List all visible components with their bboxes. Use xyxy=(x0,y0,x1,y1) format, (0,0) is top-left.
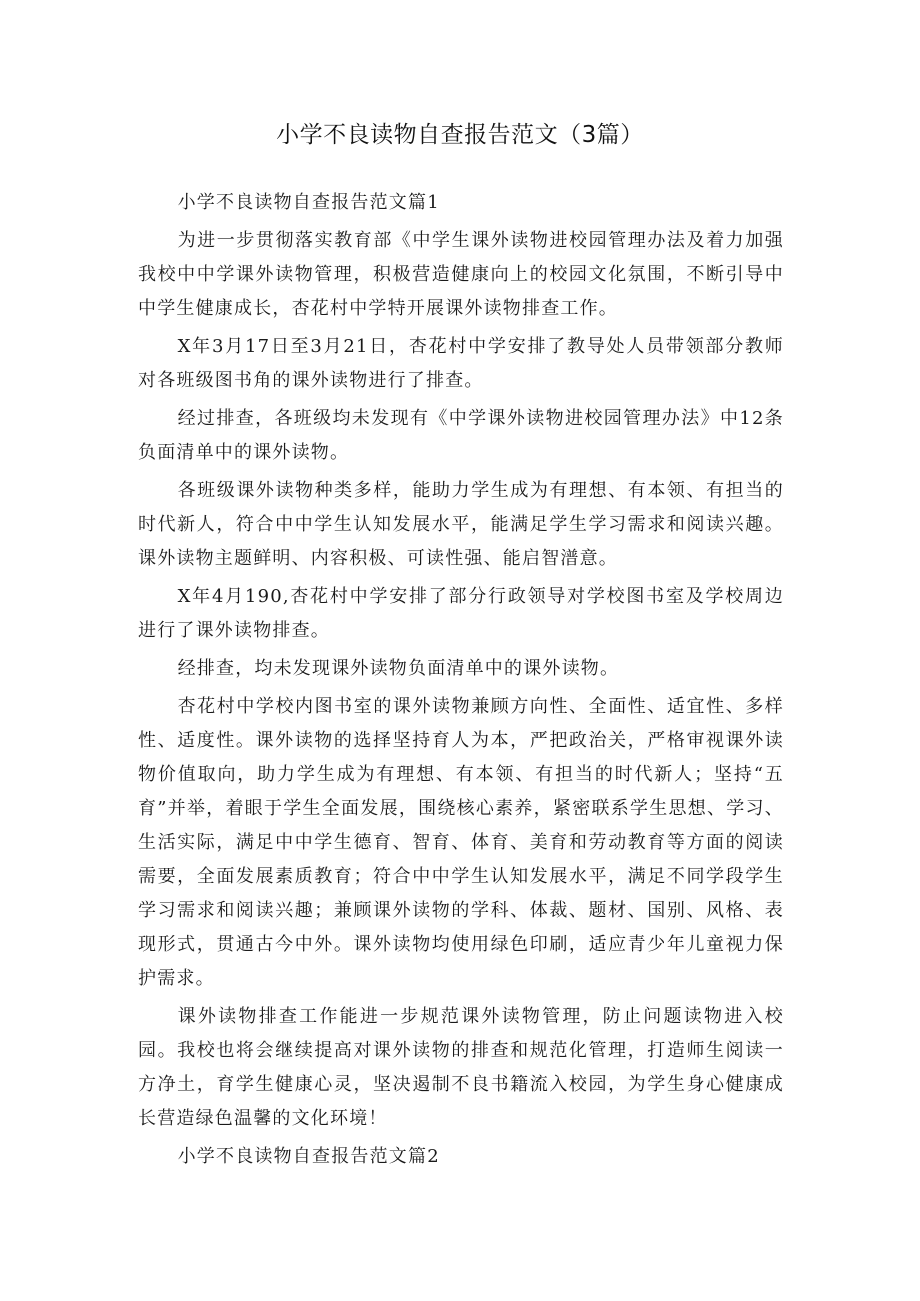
paragraph: 课外读物排查工作能进一步规范课外读物管理，防止问题读物进入校园。我校也将会继续提高对课外读物的排查和规范化管理，打造师生阅读一方净土，育学生健康心灵，坚决遏制不良书籍流入校园，为学生身心健康成长营造绿色温馨的文化环境！ xyxy=(138,1006,784,1129)
paragraph: 为进一步贯彻落实教育部《中学生课外读物进校园管理办法及着力加强我校中中学课外读物管理，积极营造健康向上的校园文化氛围，不断引导中中学生健康成长，杏花村中学特开展课外读物排查工作。 xyxy=(138,230,784,319)
paragraph: X年4月190,杏花村中学安排了部分行政领导对学校图书室及学校周边进行了课外读物排查。 xyxy=(138,586,784,641)
paragraph: 各班级课外读物种类多样，能助力学生成为有理想、有本领、有担当的时代新人，符合中中学生认知发展水平，能满足学生学习需求和阅读兴趣。课外读物主题鲜明、内容积极、可读性强、能启智潽意。 xyxy=(138,480,784,569)
document-body xyxy=(138,186,784,1178)
paragraph: 经过排查，各班级均未发现有《中学课外读物进校园管理办法》中12条负面清单中的课外读物。 xyxy=(138,408,784,463)
section-heading-1: 小学不良读物自查报告范文篇1 xyxy=(177,192,440,213)
paragraph: 经排查，均未发现课外读物负面清单中的课外读物。 xyxy=(177,658,620,679)
paragraph: 杏花村中学校内图书室的课外读物兼顾方向性、全面性、适宜性、多样性、适度性。课外读物的选择坚持育人为本，严把政治关，严格审视课外读物价值取向，助力学生成为有理想、有本领、有担当的时代新人；坚持“五育”并举，着眼于学生全面发展，围绕核心素养，紧密联系学生思想、学习、生活实际，满足中中学生德育、智育、体育、美育和劳动教育等方面的阅读需要，全面发展素质教育；符合中中学生认知发展水平，满足不同学段学生学习需求和阅读兴趣；兼顾课外读物的学科、体裁、题材、国别、风格、表现形式，贯通古今中外。课外读物均使用绿色印刷，适应青少年儿童视力保护需求。 xyxy=(138,696,784,989)
section-heading-2: 小学不良读物自查报告范文篇2 xyxy=(177,1146,440,1167)
document-title: 小学不良读物自查报告范文（3篇） xyxy=(276,122,644,148)
paragraph: X年3月17日至3月21日，杏花村中学安排了教导处人员带领部分教师对各班级图书角的课外读物进行了排查。 xyxy=(138,336,784,391)
